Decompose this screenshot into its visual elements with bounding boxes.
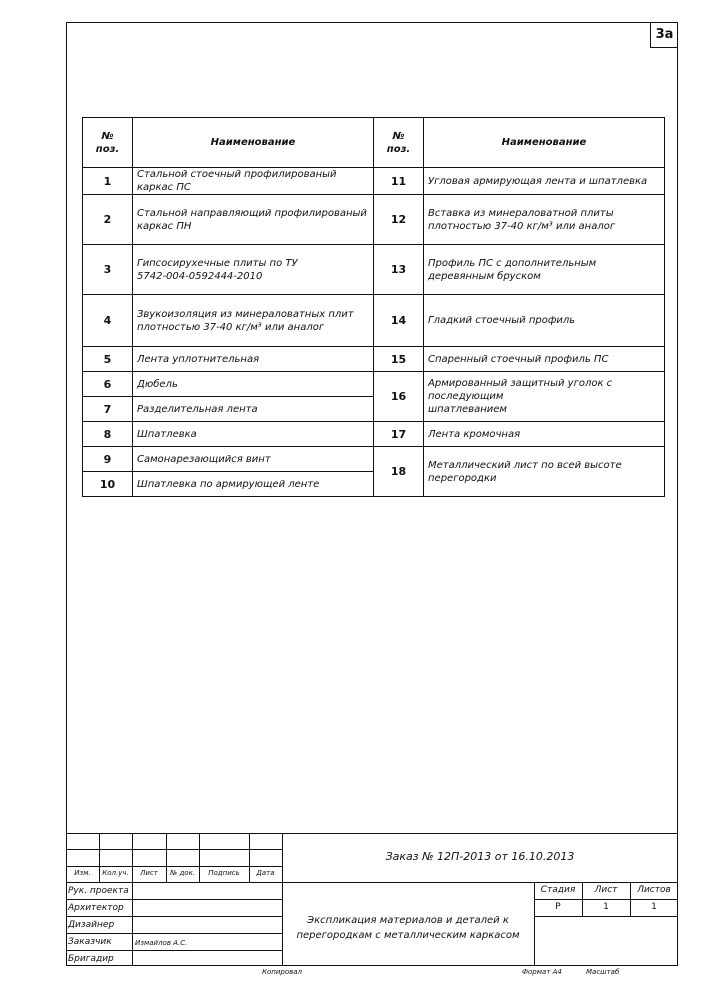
- header-name-right: Наименование: [424, 118, 665, 168]
- pos-num: 15: [374, 347, 424, 372]
- customer-name: Измайлов А.С.: [135, 939, 188, 947]
- pos-name: Армированный защитный уголок с последующим шпатлеванием: [424, 372, 665, 422]
- col-header-date: Дата: [256, 869, 275, 877]
- role-project-lead: Рук. проекта: [68, 886, 129, 896]
- pos-name: Лента кромочная: [424, 422, 665, 447]
- pos-name: Звукоизоляция из минераловатных плит плотностью 37-40 кг/м³ или аналог: [133, 295, 374, 347]
- pos-num: 5: [83, 347, 133, 372]
- header-name-left: Наименование: [133, 118, 374, 168]
- pos-num: 1: [83, 168, 133, 195]
- pos-name: Угловая армирующая лента и шпатлевка: [424, 168, 665, 195]
- table-row: [83, 447, 665, 472]
- role-architect: Архитектор: [68, 903, 124, 913]
- pos-name: Профиль ПС с дополнительным деревянным бруском: [424, 245, 665, 295]
- pos-name: Стальной стоечный профилированый каркас ПС: [133, 168, 374, 195]
- pos-num: 10: [83, 472, 133, 497]
- order-number: Заказ № 12П-2013 от 16.10.2013: [385, 850, 575, 863]
- format-label: Формат А4: [522, 968, 562, 976]
- drawing-description: Экспликация материалов и деталей к перегородкам с металлическим каркасом: [296, 915, 520, 941]
- pos-name: Вставка из минераловатной плиты плотностью 37-40 кг/м³ или аналог: [424, 195, 665, 245]
- pos-name: Шпатлевка: [133, 422, 374, 447]
- role-foreman: Бригадир: [68, 954, 114, 964]
- pos-num: 11: [374, 168, 424, 195]
- stage-label: Стадия: [540, 885, 576, 895]
- table-row: [83, 372, 665, 397]
- pos-name: Шпатлевка по армирующей ленте: [133, 472, 374, 497]
- header-num-right: № поз.: [374, 118, 424, 168]
- pos-num: 9: [83, 447, 133, 472]
- sheet-number: 3а: [650, 22, 678, 48]
- pos-num: 7: [83, 397, 133, 422]
- table-row: [83, 295, 665, 347]
- sheet-label: Лист: [594, 885, 618, 895]
- pos-num: 13: [374, 245, 424, 295]
- col-header-list: Лист: [140, 869, 158, 877]
- header-num-left: № поз.: [83, 118, 133, 168]
- col-header-doc: № док.: [169, 869, 196, 877]
- role-customer: Заказчик: [68, 937, 112, 947]
- sheet-value: 1: [603, 902, 609, 912]
- pos-name: Гипсосирухечные плиты по ТУ 5742-004-0592444-2010: [133, 245, 374, 295]
- sheets-value: 1: [651, 902, 657, 912]
- col-header-kol: Кол.уч.: [102, 869, 129, 877]
- role-designer: Дизайнер: [68, 920, 115, 930]
- pos-name: Спаренный стоечный профиль ПС: [424, 347, 665, 372]
- table-header-row: [83, 118, 665, 168]
- table-row: [83, 168, 665, 195]
- table-row: [83, 245, 665, 295]
- pos-num: 18: [374, 447, 424, 497]
- pos-name: Стальной направляющий профилированый каркас ПН: [133, 195, 374, 245]
- col-header-sign: Подпись: [208, 869, 240, 877]
- stage-value: Р: [555, 902, 561, 912]
- pos-num: 17: [374, 422, 424, 447]
- pos-num: 8: [83, 422, 133, 447]
- pos-num: 2: [83, 195, 133, 245]
- table-row: [83, 347, 665, 372]
- sheets-label: Листов: [637, 885, 671, 895]
- pos-name: Разделительная лента: [133, 397, 374, 422]
- pos-num: 14: [374, 295, 424, 347]
- pos-num: 16: [374, 372, 424, 422]
- pos-name: Самонарезающийся винт: [133, 447, 374, 472]
- table-row: [83, 195, 665, 245]
- pos-name: Гладкий стоечный профиль: [424, 295, 665, 347]
- materials-table: [82, 117, 665, 497]
- pos-name: Лента уплотнительная: [133, 347, 374, 372]
- pos-name: Дюбель: [133, 372, 374, 397]
- pos-num: 12: [374, 195, 424, 245]
- table-row: [83, 422, 665, 447]
- col-header-izm: Изм.: [74, 869, 91, 877]
- copied-label: Копировал: [262, 968, 302, 976]
- pos-name: Металлический лист по всей высоте перегородки: [424, 447, 665, 497]
- scale-label: Масштаб: [586, 968, 620, 976]
- pos-num: 3: [83, 245, 133, 295]
- pos-num: 6: [83, 372, 133, 397]
- pos-num: 4: [83, 295, 133, 347]
